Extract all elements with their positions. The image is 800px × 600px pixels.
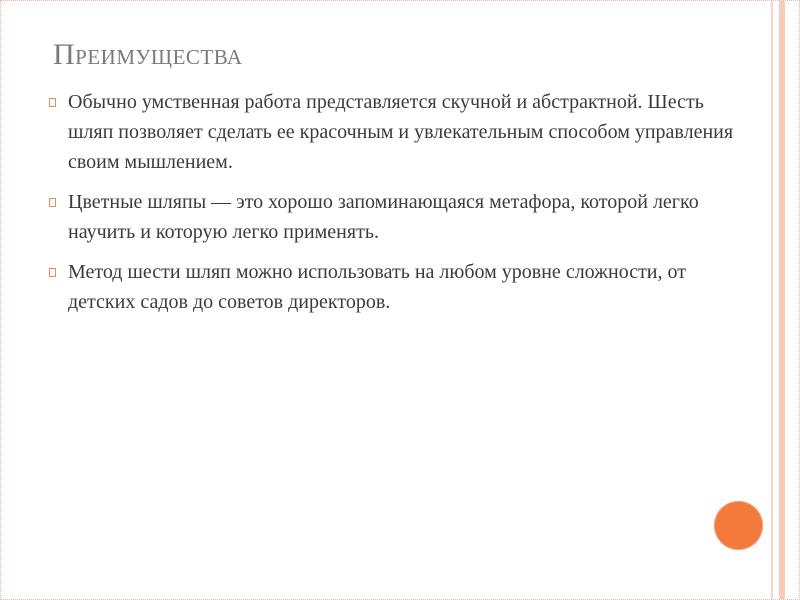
decorative-stripe-thin: [771, 1, 773, 599]
decorative-orange-circle: [714, 501, 763, 550]
hollow-square-bullet-icon: [49, 268, 56, 277]
bullet-text: Метод шести шляп можно использовать на любом уровне сложности, от детских садов до советов директоров.: [68, 261, 686, 313]
bullet-item-3: [49, 257, 754, 317]
hollow-square-bullet-icon: [49, 98, 56, 107]
bullet-list: [49, 87, 754, 327]
bullet-text: Цветные шляпы — это хорошо запоминающаяся метафора, которой легко научить и которую легко применять.: [68, 191, 699, 243]
bullet-text: Обычно умственная работа представляется скучной и абстрактной. Шесть шляп позволяет сделать ее красочным и увлекательным способом управления своим мышлением.: [68, 91, 734, 173]
slide-title: Преимущества: [53, 38, 243, 71]
bullet-item-2: [49, 187, 754, 247]
hollow-square-bullet-icon: [49, 198, 56, 207]
bullet-item-1: [49, 87, 754, 177]
decorative-stripe-wide: [779, 1, 785, 599]
